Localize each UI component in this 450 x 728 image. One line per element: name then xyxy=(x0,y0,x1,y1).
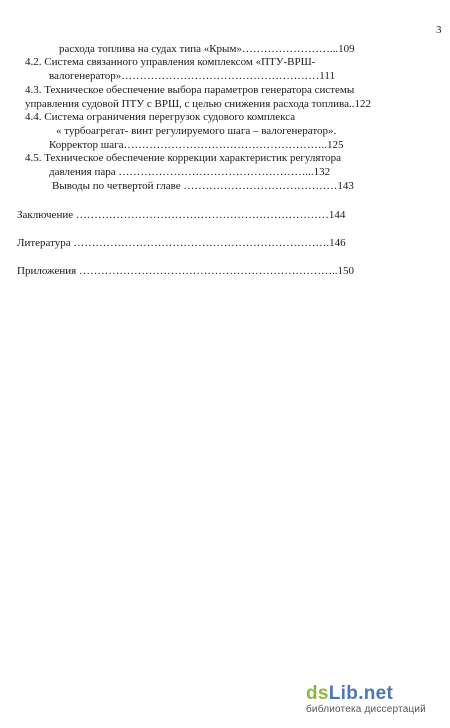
toc-line-literature: Литература …………………………………………………………….146 xyxy=(17,237,346,249)
toc-line: расхода топлива на судах типа «Крым»……………………...109 xyxy=(59,43,355,55)
dslib-logo-ds: ds xyxy=(306,683,329,704)
toc-line: 4.2. Система связанного управления комплексом «ПТУ-ВРШ- xyxy=(25,56,316,68)
dslib-logo xyxy=(306,684,444,704)
toc-line: 4.4. Система ограничения перегрузок судового комплекса xyxy=(25,111,296,123)
toc-line: давления пара ……………………………………………...132 xyxy=(49,166,331,178)
page-number: 3 xyxy=(436,24,442,36)
toc-line: валогенератор»………………………………………………111 xyxy=(49,70,335,82)
toc-line-appendices: Приложения ……………………………………………………………..150 xyxy=(17,265,354,277)
toc-line: 4.3. Техническое обеспечение выбора параметров генератора системы xyxy=(25,84,355,96)
dslib-logo-lib: Lib xyxy=(328,683,359,704)
toc-line: управления судовой ПТУ с ВРШ, с целью снижения расхода топлива..122 xyxy=(25,98,371,110)
dslib-logo-net: .net xyxy=(358,683,394,704)
toc-line: « турбоагрегат- винт регулируемого шага – валогенератор». xyxy=(56,125,337,137)
toc-line-conclusion: Заключение ……………………………………………………………144 xyxy=(17,209,346,221)
dslib-subtitle: библиотека диссертаций xyxy=(306,704,426,715)
dslib-watermark xyxy=(306,684,444,716)
toc-line: 4.5. Техническое обеспечение коррекции характеристик регулятора xyxy=(25,152,341,164)
toc-line: Корректор шага………………………………………………..125 xyxy=(49,139,344,151)
toc-line: Выводы по четвертой главе ……………………………………143 xyxy=(52,180,354,192)
